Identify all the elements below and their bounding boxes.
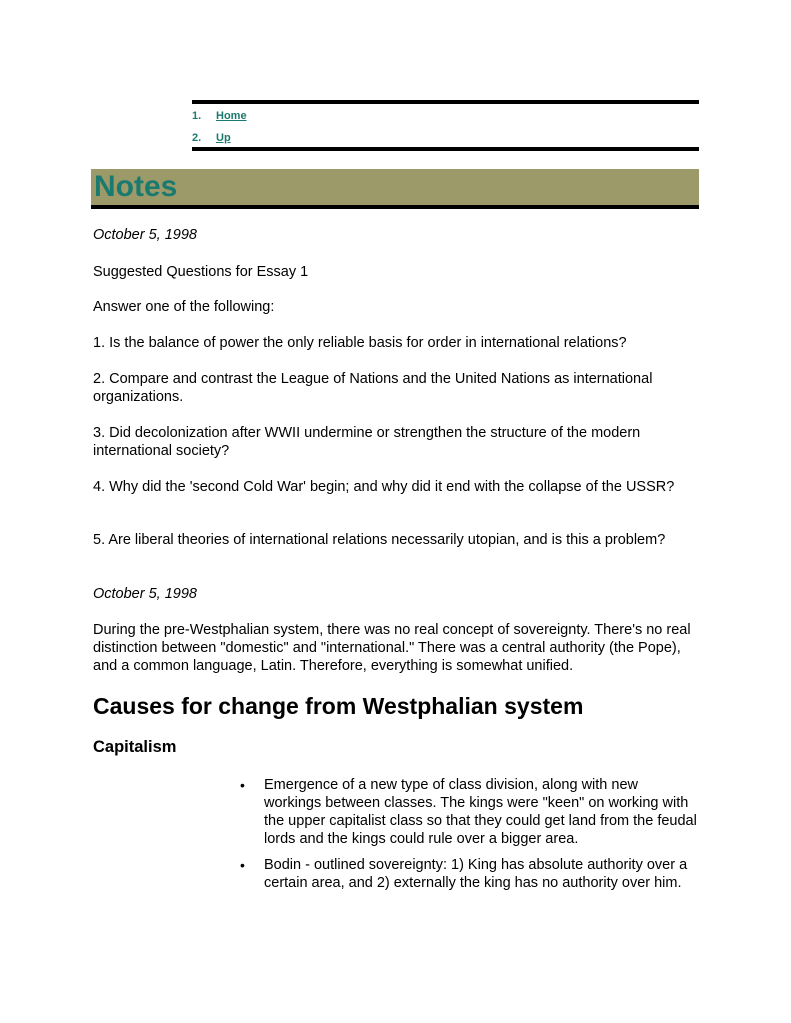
- date-2: October 5, 1998: [93, 586, 197, 602]
- question-5: 5. Are liberal theories of international relations necessarily utopian, and is this a problem?: [93, 532, 666, 548]
- list-item-text: Bodin - outlined sovereignty: 1) King has absolute authority over a certain area, and 2) externally the king has no authority over him.: [264, 857, 688, 891]
- bullet-icon: •: [240, 857, 245, 873]
- question-2: 2. Compare and contrast the League of Nations and the United Nations as international organizations.: [93, 371, 653, 405]
- question-1: 1. Is the balance of power the only reliable basis for order in international relations?: [93, 335, 627, 351]
- notes-banner: [91, 169, 699, 205]
- bullet-icon: •: [240, 777, 245, 793]
- nav-bottom-rule: [192, 147, 699, 151]
- bullet-list: [240, 776, 699, 900]
- home-link[interactable]: Home: [216, 110, 247, 122]
- nav-item-home: [192, 110, 247, 122]
- subsection-heading: Capitalism: [93, 738, 177, 756]
- essay-heading: Suggested Questions for Essay 1: [93, 264, 309, 280]
- nav-item-number: 2.: [192, 132, 202, 144]
- nav-item-up: [192, 132, 231, 144]
- nav-item-number: 1.: [192, 110, 202, 122]
- top-nav: [192, 100, 699, 150]
- question-4: 4. Why did the 'second Cold War' begin; and why did it end with the collapse of the USSR?: [93, 479, 675, 495]
- nav-top-rule: [192, 100, 699, 104]
- up-link[interactable]: Up: [216, 132, 231, 144]
- section-heading: Causes for change from Westphalian system: [93, 693, 584, 719]
- list-item-text: Emergence of a new type of class division, along with new workings between classes. The kings were "keen" on working with the upper capitalist class so that they could get land from the feudal lords and the kings could rule over a bigger area.: [264, 777, 697, 847]
- date-1: October 5, 1998: [93, 227, 197, 243]
- instruction-text: Answer one of the following:: [93, 299, 275, 315]
- list-item: [240, 856, 699, 892]
- westphalian-paragraph: During the pre-Westphalian system, there was no real concept of sovereignty. There's no real distinction between "domestic" and "international." There was a central authority (the Pope), and a common language, Latin. Therefore, everything is somewhat unified.: [93, 622, 691, 674]
- list-item: [240, 776, 699, 848]
- banner-rule: [91, 205, 699, 209]
- page-title: Notes: [94, 170, 178, 203]
- question-3: 3. Did decolonization after WWII undermine or strengthen the structure of the modern international society?: [93, 425, 641, 459]
